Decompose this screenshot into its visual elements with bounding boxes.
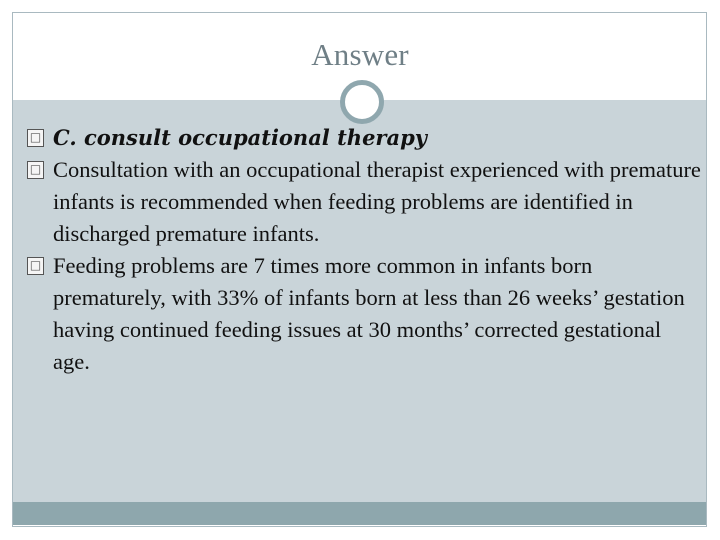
bullet-text: Feeding problems are 7 times more common in infants born prematurely, with 33% of infants born at less than 26 weeks’ gestation having continued feeding issues at 30 months’ corrected gestational age. (53, 253, 685, 374)
slide-title: Answer (311, 37, 409, 72)
bullet-box-icon: □ (27, 257, 44, 275)
bullet-box-icon: □ (27, 129, 44, 147)
footer-bar (13, 502, 706, 525)
bullet-text: C. consult occupational therapy (53, 125, 427, 150)
bullet-item (27, 250, 702, 378)
bullet-text: Consultation with an occupational therapist experienced with premature infants is recommended when feeding problems are identified in discharged premature infants. (53, 157, 701, 246)
decorative-circle-icon (340, 80, 384, 124)
bullet-list (27, 122, 702, 378)
bullet-item (27, 154, 702, 250)
bullet-box-icon: □ (27, 161, 44, 179)
bullet-item (27, 122, 702, 154)
